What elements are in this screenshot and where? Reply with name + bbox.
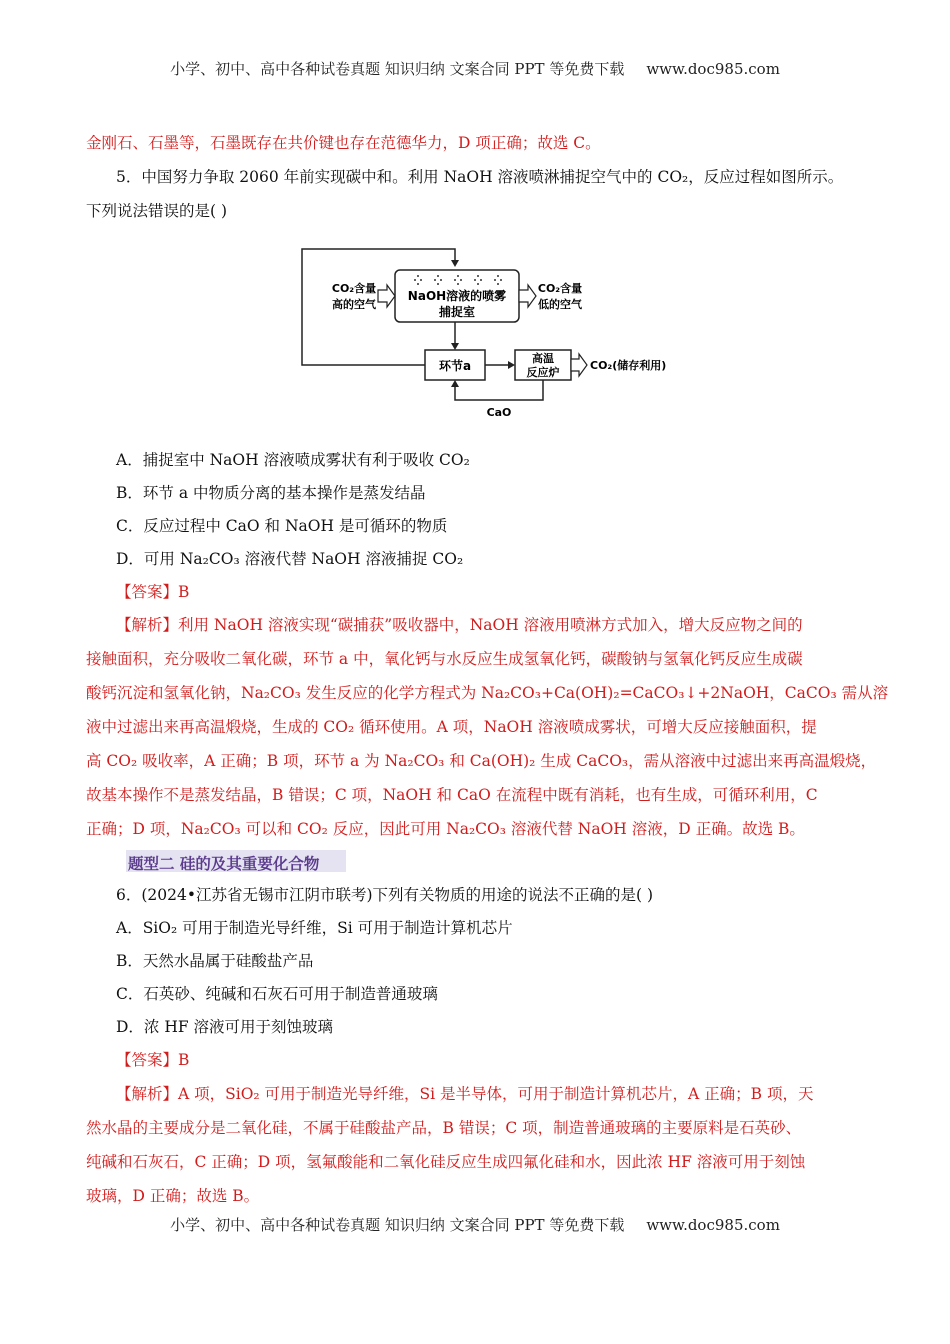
outlet-air-label-1: CO₂含量: [537, 282, 583, 295]
chamber-to-step-arrowhead: [451, 343, 459, 350]
q6-explanation-line: 玻璃，D 正确；故选 B。: [86, 1187, 260, 1205]
outlet-hollow-arrow: [519, 285, 536, 307]
step-a-label: 环节a: [438, 359, 472, 373]
furnace-label-1: 高温: [532, 352, 554, 365]
q5-stem-line2: 下列说法错误的是( ): [86, 202, 228, 220]
q5-explanation-line: 液中过滤出来再高温煅烧，生成的 CO₂ 循环使用。A 项，NaOH 溶液喷成雾状，可增大反应接触面积，提: [86, 718, 817, 736]
co2-out-hollow-arrow: [571, 354, 587, 376]
q6-explanation-line: 纯碱和石灰石，C 正确；D 项，氢氟酸能和二氧化硅反应生成四氟化硅和水，因此浓 HF 溶液可用于刻蚀: [86, 1153, 806, 1171]
q6-option-d: D．浓 HF 溶液可用于刻蚀玻璃: [116, 1018, 334, 1036]
cao-label: CaO: [486, 406, 512, 419]
chamber-label-2: 捕捉室: [438, 305, 476, 319]
q6-explanation-line: 【解析】A 项，SiO₂ 可用于制造光导纤维，Si 是半导体，可用于制造计算机芯片，A 正确；B 项，天: [116, 1085, 814, 1103]
q6-explanation-line: 然水晶的主要成分是二氧化硅，不属于硅酸盐产品，B 错误；C 项，制造普通玻璃的主要原料是石英砂、: [86, 1119, 802, 1137]
prev-explanation-tail: 金刚石、石墨等，石墨既存在共价键也存在范德华力，D 项正确；故选 C。: [86, 134, 601, 152]
process-diagram: [290, 240, 710, 420]
cao-return-arrowhead: [451, 380, 459, 387]
inlet-hollow-arrow: [378, 285, 395, 307]
q5-explanation-line: 酸钙沉淀和氢氧化钠，Na₂CO₃ 发生反应的化学方程式为 Na₂CO₃+Ca(OH)₂=CaCO₃↓+2NaOH，CaCO₃ 需从溶: [86, 684, 889, 702]
header-title: 小学、初中、高中各种试卷真题 知识归纳 文案合同 PPT 等免费下载: [170, 60, 625, 78]
q5-explanation-line: 故基本操作不是蒸发结晶，B 错误；C 项，NaOH 和 CaO 在流程中既有消耗，也有生成，可循环利用，C: [86, 786, 818, 804]
q6-option-b: B．天然水晶属于硅酸盐产品: [116, 952, 314, 970]
spray-dots-icon: [414, 275, 502, 285]
loop-arrowhead: [451, 260, 459, 267]
q5-answer: 【答案】B: [116, 583, 190, 601]
q6-answer: 【答案】B: [116, 1051, 190, 1069]
q5-option-d: D．可用 Na₂CO₃ 溶液代替 NaOH 溶液捕捉 CO₂: [116, 550, 464, 568]
q5-stem-line1: 5．中国努力争取 2060 年前实现碳中和。利用 NaOH 溶液喷淋捕捉空气中的 CO₂，反应过程如图所示。: [116, 168, 844, 186]
inlet-air-label-2: 高的空气: [332, 298, 376, 311]
inlet-air-label-1: CO₂含量: [331, 282, 377, 295]
q6-stem: 6．(2024•江苏省无锡市江阴市联考)下列有关物质的用途的说法不正确的是( ): [116, 886, 654, 904]
co2-out-label: CO₂(储存利用): [590, 359, 667, 372]
page-footer: [0, 1214, 950, 1235]
section-title: 题型二 硅的及其重要化合物: [128, 854, 320, 873]
chamber-label-1: NaOH溶液的喷雾: [407, 289, 507, 303]
cao-return-line: [455, 380, 543, 400]
q6-option-a: A．SiO₂ 可用于制造光导纤维，Si 可用于制造计算机芯片: [116, 919, 513, 937]
footer-url[interactable]: www.doc985.com: [646, 1216, 780, 1234]
outlet-air-label-2: 低的空气: [538, 298, 582, 311]
furnace-label-2: 反应炉: [526, 366, 560, 379]
q5-option-b: B．环节 a 中物质分离的基本操作是蒸发结晶: [116, 484, 426, 502]
footer-title: 小学、初中、高中各种试卷真题 知识归纳 文案合同 PPT 等免费下载: [170, 1216, 625, 1234]
loop-line: [302, 249, 455, 365]
q5-option-a: A．捕捉室中 NaOH 溶液喷成雾状有利于吸收 CO₂: [116, 451, 470, 469]
step-to-furnace-arrowhead: [508, 361, 515, 369]
q5-explanation-line: 接触面积，充分吸收二氧化碳，环节 a 中，氧化钙与水反应生成氢氧化钙，碳酸钠与氢氧化钙反应生成碳: [86, 650, 803, 668]
page-header: [0, 58, 950, 79]
q5-explanation-line: 正确；D 项，Na₂CO₃ 可以和 CO₂ 反应，因此可用 Na₂CO₃ 溶液代替 NaOH 溶液，D 正确。故选 B。: [86, 820, 805, 838]
q5-explanation-line: 【解析】利用 NaOH 溶液实现“碳捕获”吸收器中，NaOH 溶液用喷淋方式加入，增大反应物之间的: [116, 616, 803, 634]
q6-option-c: C．石英砂、纯碱和石灰石可用于制造普通玻璃: [116, 985, 438, 1003]
header-url[interactable]: www.doc985.com: [646, 60, 780, 78]
q5-option-c: C．反应过程中 CaO 和 NaOH 是可循环的物质: [116, 517, 448, 535]
q5-explanation-line: 高 CO₂ 吸收率，A 正确；B 项，环节 a 为 Na₂CO₃ 和 Ca(OH)₂ 生成 CaCO₃，需从溶液中过滤出来再高温煅烧，: [86, 752, 877, 770]
